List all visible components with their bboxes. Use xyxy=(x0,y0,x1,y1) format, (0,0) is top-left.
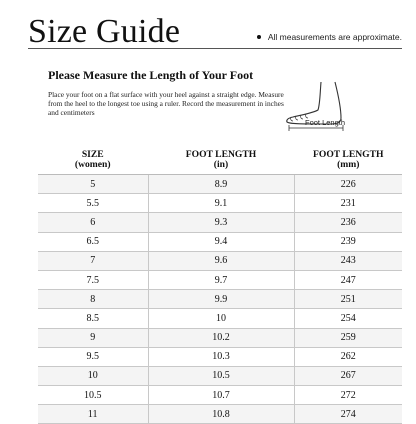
table-cell: 10.2 xyxy=(148,328,294,347)
table-cell: 10.5 xyxy=(148,366,294,385)
column-header-1 xyxy=(148,146,294,175)
table-cell: 9.7 xyxy=(148,270,294,289)
page-title: Size Guide xyxy=(28,13,181,50)
column-header-0 xyxy=(38,146,148,175)
table-cell: 10.8 xyxy=(148,405,294,424)
section-heading: Please Measure the Length of Your Foot xyxy=(48,68,254,82)
table-cell: 9.3 xyxy=(148,213,294,232)
table-row xyxy=(38,232,402,251)
table-cell: 231 xyxy=(294,194,402,213)
header-divider xyxy=(28,48,402,49)
table-row xyxy=(38,347,402,366)
table-row xyxy=(38,213,402,232)
table-cell: 254 xyxy=(294,309,402,328)
table-cell: 243 xyxy=(294,251,402,270)
table-cell: 10.7 xyxy=(148,386,294,405)
table-cell: 8 xyxy=(38,290,148,309)
table-cell: 6 xyxy=(38,213,148,232)
size-table xyxy=(38,146,402,424)
column-header-2 xyxy=(294,146,402,175)
approximate-note-text: All measurements are approximate. xyxy=(267,32,402,42)
measure-instructions: Place your foot on a flat surface with your heel against a straight edge. Measure from the heel to the longest toe using a ruler. Record the measurement in inches and centimeters xyxy=(48,90,284,117)
table-cell: 251 xyxy=(294,290,402,309)
table-cell: 5.5 xyxy=(38,194,148,213)
bullet-icon xyxy=(257,35,261,39)
table-row xyxy=(38,405,402,424)
table-cell: 10 xyxy=(38,366,148,385)
table-row xyxy=(38,309,402,328)
table-cell: 9.5 xyxy=(38,347,148,366)
table-row xyxy=(38,366,402,385)
table-cell: 8.9 xyxy=(148,175,294,194)
table-row xyxy=(38,251,402,270)
table-cell: 259 xyxy=(294,328,402,347)
table-cell: 9.4 xyxy=(148,232,294,251)
table-cell: 8.5 xyxy=(38,309,148,328)
column-header-line: (women) xyxy=(74,159,111,170)
table-cell: 5 xyxy=(38,175,148,194)
table-cell: 272 xyxy=(294,386,402,405)
table-cell: 239 xyxy=(294,232,402,251)
column-header-line: (in) xyxy=(213,159,229,170)
table-row xyxy=(38,175,402,194)
table-cell: 7.5 xyxy=(38,270,148,289)
table-cell: 11 xyxy=(38,405,148,424)
table-cell: 9 xyxy=(38,328,148,347)
foot-length-label: Foot Length xyxy=(304,118,346,127)
table-cell: 267 xyxy=(294,366,402,385)
column-header-line: FOOT LENGTH xyxy=(313,148,384,160)
table-cell: 10.5 xyxy=(38,386,148,405)
table-cell: 226 xyxy=(294,175,402,194)
table-row xyxy=(38,194,402,213)
table-cell: 6.5 xyxy=(38,232,148,251)
column-header-line: FOOT LENGTH xyxy=(185,148,257,160)
table-header-row xyxy=(38,146,402,175)
column-header-line: (mm) xyxy=(337,159,360,170)
table-cell: 274 xyxy=(294,405,402,424)
table-cell: 10 xyxy=(148,309,294,328)
table-cell: 9.1 xyxy=(148,194,294,213)
table-cell: 236 xyxy=(294,213,402,232)
table-cell: 9.6 xyxy=(148,251,294,270)
table-cell: 247 xyxy=(294,270,402,289)
table-row xyxy=(38,270,402,289)
table-cell: 262 xyxy=(294,347,402,366)
table-cell: 10.3 xyxy=(148,347,294,366)
table-row xyxy=(38,328,402,347)
table-row xyxy=(38,290,402,309)
column-header-line: SIZE xyxy=(81,148,104,160)
table-cell: 7 xyxy=(38,251,148,270)
table-row xyxy=(38,386,402,405)
table-body xyxy=(38,175,402,424)
table-cell: 9.9 xyxy=(148,290,294,309)
approximate-note xyxy=(257,32,402,42)
